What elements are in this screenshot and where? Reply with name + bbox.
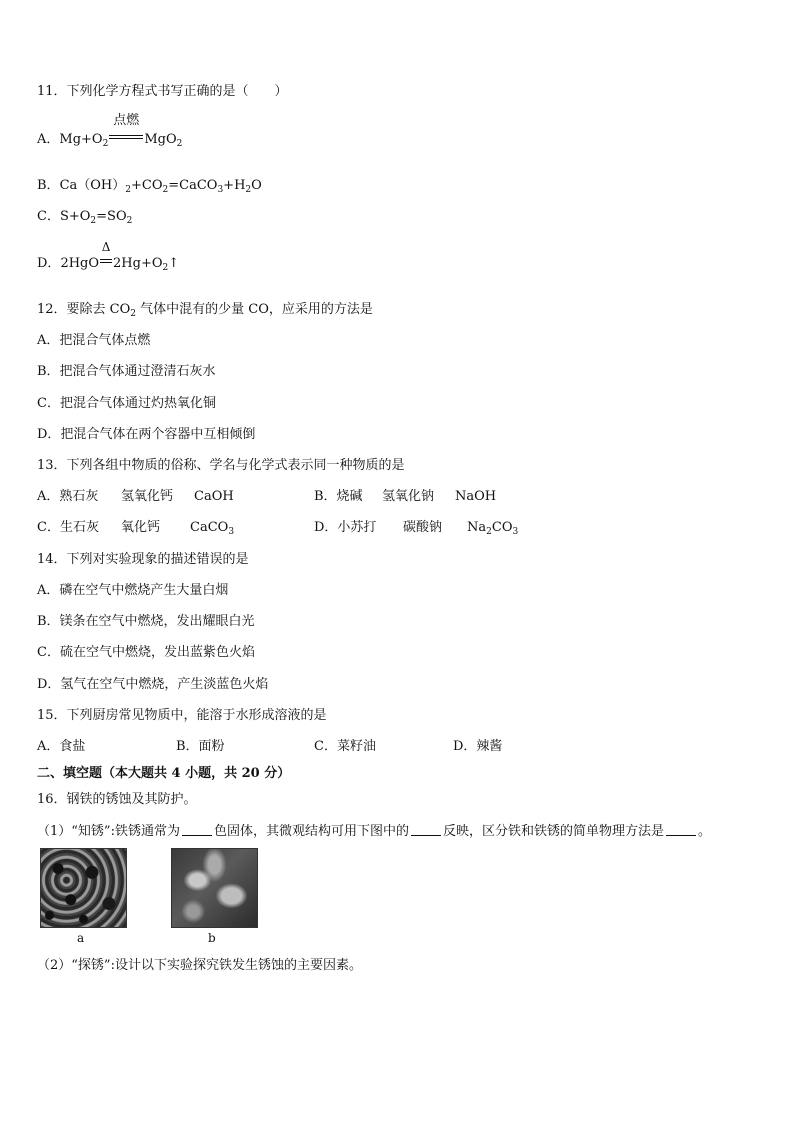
q14-option-c[interactable]: C．硫在空气中燃烧，发出蓝紫色火焰: [37, 645, 255, 660]
q16-blank-2[interactable]: [411, 823, 441, 836]
q11-a-left: Mg+O: [59, 132, 103, 147]
q13-option-a-formula: CaOH: [194, 489, 234, 504]
q16-p1-b: 色固体，其微观结构可用下图中的: [213, 824, 409, 839]
q11-b-s4: 2: [245, 185, 252, 195]
q11-option-b[interactable]: [37, 178, 262, 194]
q15-option-c[interactable]: C．菜籽油: [314, 739, 376, 754]
q14-option-b[interactable]: B．镁条在空气中燃烧，发出耀眼白光: [37, 614, 255, 629]
q16-part2: （2）“探锈”:设计以下实验探究铁发生锈蚀的主要因素。: [37, 958, 362, 973]
q16-p1-c: 反映，区分铁和铁锈的简单物理方法是: [442, 824, 664, 839]
q12-stem: [37, 302, 373, 318]
q11-b-p5: O: [251, 178, 262, 193]
q16-stem: 16．钢铁的锈蚀及其防护。: [37, 792, 197, 807]
q11-c-s1: 2: [90, 216, 97, 226]
q11-b-label: B．: [37, 178, 60, 193]
q11-option-a[interactable]: [37, 113, 183, 149]
q13-d-formula-sub2: 3: [512, 527, 519, 537]
q11-b-p3: =CaCO: [168, 178, 218, 193]
q16-blank-3[interactable]: [666, 823, 696, 836]
q15-option-b[interactable]: B．面粉: [176, 739, 225, 754]
q13-option-d-formula: [467, 520, 518, 536]
q16-part1: [37, 823, 711, 840]
q11-c-s2: 2: [126, 216, 133, 226]
q11-c-p2: =SO: [96, 209, 127, 224]
q13-option-a-name: 氢氧化钙: [121, 489, 174, 504]
q16-p1-a: （1）“知锈”:铁锈通常为: [37, 824, 180, 839]
q11-d-left: 2HgO: [60, 256, 100, 271]
q13-c-formula-main: CaCO: [190, 520, 229, 535]
q14-stem: 14．下列对实验现象的描述错误的是: [37, 552, 249, 567]
q11-a-condition: 点燃: [113, 113, 140, 128]
q11-option-c[interactable]: [37, 209, 132, 225]
q11-c-p1: S+O: [59, 209, 91, 224]
q13-option-b-label[interactable]: B．烧碱: [314, 489, 363, 504]
q15-option-d[interactable]: D．辣酱: [453, 739, 503, 754]
q12-option-c[interactable]: C．把混合气体通过灼热氧化铜: [37, 396, 216, 411]
q16-blank-1[interactable]: [182, 823, 212, 836]
q13-d-formula-sub1: 2: [486, 527, 492, 537]
q11-d-right: 2Hg+O: [113, 256, 163, 271]
q12-option-d[interactable]: D．把混合气体在两个容器中互相倾倒: [37, 427, 256, 442]
q12-stem-sub: 2: [130, 309, 137, 319]
q12-stem-pre: 12．要除去 CO: [37, 302, 131, 317]
q14-option-d[interactable]: D．氢气在空气中燃烧，产生淡蓝色火焰: [37, 677, 269, 692]
q11-b-s3: 3: [217, 185, 224, 195]
q11-c-label: C．: [37, 209, 60, 224]
q13-option-b-name: 氢氧化钠: [382, 489, 435, 504]
image-caption-a: a: [77, 931, 85, 945]
q11-stem: 11．下列化学方程式书写正确的是（ ）: [37, 84, 288, 99]
q15-option-a[interactable]: A．食盐: [37, 739, 86, 754]
q11-b-s1: 2: [125, 185, 131, 195]
q12-option-a[interactable]: A．把混合气体点燃: [37, 333, 151, 348]
q11-option-d[interactable]: [37, 240, 180, 273]
section-title-fill-in: 二、填空题（本大题共 4 小题，共 20 分）: [37, 766, 291, 781]
q11-a-condition-wrap: [108, 113, 144, 148]
q11-a-equals-sign: [109, 135, 143, 139]
q11-a-right: MgO: [144, 132, 177, 147]
q11-d-label: D．: [37, 256, 61, 271]
q11-a-label: A．: [37, 132, 60, 147]
micro-structure-image-b: [171, 848, 258, 928]
micro-structure-image-a: [40, 848, 127, 928]
q11-d-equals-sign: [100, 259, 112, 263]
q13-option-c-name: 氧化钙: [121, 520, 161, 535]
q13-option-b-formula: NaOH: [455, 489, 497, 504]
q11-d-condition: Δ: [101, 240, 111, 254]
q12-option-b[interactable]: B．把混合气体通过澄清石灰水: [37, 364, 216, 379]
gas-arrow-icon: ↑: [168, 256, 180, 271]
q12-stem-post: 气体中混有的少量 CO，应采用的方法是: [136, 302, 373, 317]
q13-option-c-formula: [190, 520, 234, 536]
q16-p1-d: 。: [697, 824, 711, 839]
q13-option-a-label[interactable]: A．熟石灰: [37, 489, 99, 504]
q13-option-d-label[interactable]: D．小苏打: [314, 520, 377, 535]
q13-d-formula-pre: Na: [467, 520, 487, 535]
q13-c-formula-sub: 3: [228, 527, 235, 537]
q14-option-a[interactable]: A．磷在空气中燃烧产生大量白烟: [37, 583, 229, 598]
q13-option-d-name: 碳酸钠: [403, 520, 443, 535]
q15-stem: 15．下列厨房常见物质中，能溶于水形成溶液的是: [37, 708, 327, 723]
q13-d-formula-mid: CO: [491, 520, 513, 535]
q11-b-s2: 2: [162, 185, 169, 195]
q13-option-c-label[interactable]: C．生石灰: [37, 520, 99, 535]
q11-b-p1: Ca（OH）: [59, 178, 126, 193]
q11-b-p2: +CO: [131, 178, 163, 193]
q11-d-right-sub: 2: [162, 263, 169, 273]
q13-stem: 13．下列各组中物质的俗称、学名与化学式表示同一种物质的是: [37, 458, 405, 473]
q11-a-right-sub: 2: [176, 139, 183, 149]
q11-d-condition-wrap: [99, 240, 113, 272]
q11-b-p4: +H: [223, 178, 246, 193]
q11-a-left-sub: 2: [102, 139, 109, 149]
image-caption-b: b: [208, 931, 216, 945]
